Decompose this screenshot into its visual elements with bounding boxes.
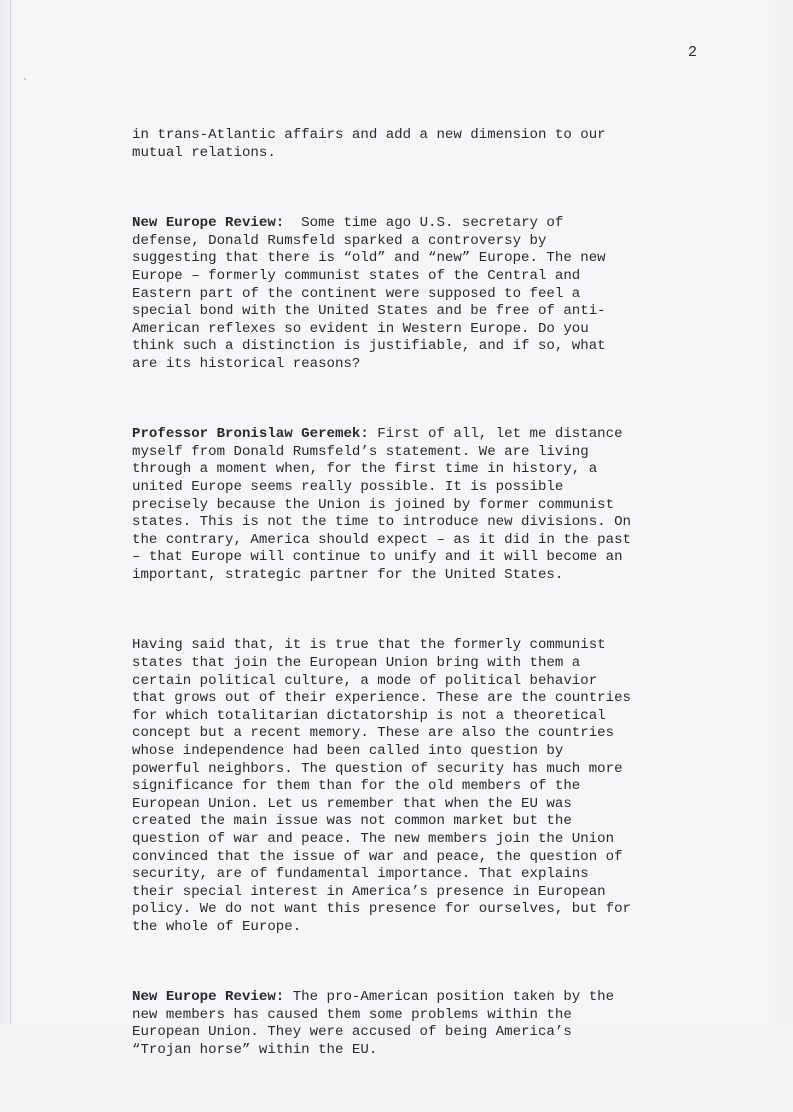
scan-edge-line xyxy=(10,0,11,1024)
paragraph-line: Eastern part of the continent were supposed to feel a xyxy=(132,285,581,302)
paragraph-line: policy. We do not want this presence for ourselves, but for xyxy=(132,901,631,918)
paragraph-line: through a moment when, for the first time in history, a xyxy=(132,461,598,478)
paragraph-line: The pro-American position taken by the xyxy=(284,989,615,1006)
paragraph-question-2 xyxy=(132,989,732,1059)
speaker-label: New Europe Review: xyxy=(132,989,285,1006)
paragraph-line: European Union. Let us remember that when the EU was xyxy=(132,795,572,812)
paragraph-line: precisely because the Union is joined by former communist xyxy=(132,496,615,513)
paragraph-line: states. This is not the time to introduce new divisions. On xyxy=(132,514,631,531)
paragraph-line: that grows out of their experience. These are the countries xyxy=(132,690,631,707)
paragraph-line: myself from Donald Rumsfeld’s statement. We are living xyxy=(132,443,589,460)
paragraph-line: the contrary, America should expect – as it did in the past xyxy=(132,531,631,548)
paragraph-line: Some time ago U.S. secretary of xyxy=(284,215,564,232)
paragraph-line: convinced that the issue of war and peace, the question of xyxy=(132,848,623,865)
paragraph-answer-1-continued xyxy=(132,637,732,936)
scan-speck xyxy=(24,78,26,80)
speaker-label: New Europe Review: xyxy=(132,215,285,232)
paragraph-line: the whole of Europe. xyxy=(132,918,302,935)
paragraph-line: concept but a recent memory. These are also the countries xyxy=(132,725,615,742)
paragraph-line: think such a distinction is justifiable, and if so, what xyxy=(132,338,606,355)
paragraph-line: whose independence had been called into question by xyxy=(132,742,564,759)
speaker-label: Professor Bronislaw Geremek: xyxy=(132,426,369,443)
paragraph-line: created the main issue was not common market but the xyxy=(132,813,572,830)
document-body xyxy=(132,92,732,1112)
paragraph-line: mutual relations. xyxy=(132,144,276,161)
paragraph-continuation xyxy=(132,127,732,162)
paragraph-line: in trans-Atlantic affairs and add a new dimension to our xyxy=(132,127,606,144)
paragraph-line: for which totalitarian dictatorship is not a theoretical xyxy=(132,707,606,724)
paragraph-line: security, are of fundamental importance. That explains xyxy=(132,866,589,883)
paragraph-line: Having said that, it is true that the formerly communist xyxy=(132,637,606,654)
paragraph-line: “Trojan horse” within the EU. xyxy=(132,1042,378,1059)
paragraph-line: important, strategic partner for the United States. xyxy=(132,567,564,584)
paragraph-line: – that Europe will continue to unify and it will become an xyxy=(132,549,623,566)
paragraph-line: states that join the European Union bring with them a xyxy=(132,655,581,671)
paragraph-line: united Europe seems really possible. It is possible xyxy=(132,479,564,496)
paragraph-line: defense, Donald Rumsfeld sparked a controversy by xyxy=(132,232,547,249)
paragraph-question-1 xyxy=(132,215,732,373)
paragraph-line: suggesting that there is “old” and “new” Europe. The new xyxy=(132,250,606,267)
paragraph-line: question of war and peace. The new members join the Union xyxy=(132,830,615,847)
paragraph-answer-1 xyxy=(132,426,732,584)
paragraph-line: new members has caused them some problems within the xyxy=(132,1006,572,1023)
page-number: 2 xyxy=(688,44,698,61)
paragraph-line: powerful neighbors. The question of security has much more xyxy=(132,760,623,777)
paragraph-line: their special interest in America’s presence in European xyxy=(132,883,606,900)
paragraph-line: certain political culture, a mode of political behavior xyxy=(132,672,598,689)
paragraph-line: European Union. They were accused of being America’s xyxy=(132,1024,572,1041)
paragraph-line: First of all, let me distance xyxy=(368,426,623,443)
paragraph-line: Europe – formerly communist states of the Central and xyxy=(132,267,581,284)
paragraph-line: American reflexes so evident in Western Europe. Do you xyxy=(132,320,589,337)
paragraph-line: are its historical reasons? xyxy=(132,355,361,372)
paragraph-line: significance for them than for the old members of the xyxy=(132,778,581,795)
paragraph-line: special bond with the United States and be free of anti- xyxy=(132,303,606,320)
